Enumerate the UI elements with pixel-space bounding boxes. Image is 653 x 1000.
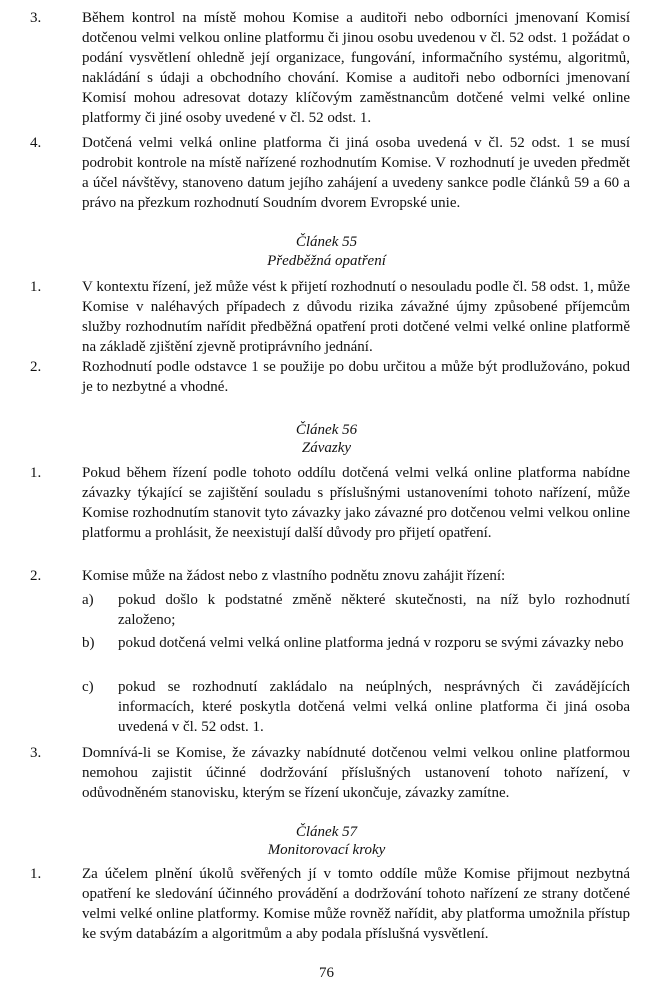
subitem-a: [82, 590, 630, 630]
article-57-paragraph-1: [30, 864, 630, 944]
paragraph-number: 1.: [30, 279, 42, 295]
paragraph-number: 3.: [30, 10, 42, 26]
paragraph-3: [30, 8, 630, 128]
paragraph-text: Za účelem plnění úkolů svěřených jí v tomto oddíle může Komise přijmout nezbytná opatření ke sledování účinného provádění a dodržování tohoto nařízení ze strany dotčené velmi velké online platformy. Komise může rovněž nařídit, aby platforma umožnila přístup ke svým databázím a algoritmům a aby podala příslušná vysvětlení.: [82, 866, 630, 942]
subitem-text: pokud se rozhodnutí zakládalo na neúplných, nesprávných či zavádějících informacích, které poskytla dotčená velmi velká online platforma či jiná osoba uvedená v čl. 52 odst. 1.: [118, 679, 630, 735]
subitem-letter: c): [82, 679, 94, 695]
article-55-title: Článek 55: [295, 234, 358, 250]
article-55-paragraph-2: [30, 357, 630, 397]
article-56-subtitle: Závazky: [301, 440, 352, 456]
article-56-paragraph-1: [30, 463, 630, 543]
paragraph-text: Komise může na žádost nebo z vlastního podnětu znovu zahájit řízení:: [82, 568, 506, 584]
article-56-title: Článek 56: [295, 422, 358, 438]
article-56-paragraph-2: [30, 566, 630, 586]
article-57-title: Článek 57: [295, 824, 358, 840]
article-55-subtitle: Předběžná opatření: [267, 253, 386, 269]
paragraph-number: 2.: [30, 359, 42, 375]
paragraph-text: Dotčená velmi velká online platforma či jiná osoba uvedená v čl. 52 odst. 1 se musí podrobit kontrole na místě nařízené rozhodnutím Komise. V rozhodnutí je uveden předmět a účel návštěvy, stanoveno datum jejího zahájení a uvedeny sankce podle článků 59 a 60 a právo na přezkum rozhodnutí Soudním dvorem Evropské unie.: [82, 135, 630, 211]
subitem-b: [82, 633, 630, 653]
page-number: 76: [319, 965, 334, 981]
paragraph-number: 3.: [30, 745, 42, 761]
paragraph-text: Během kontrol na místě mohou Komise a auditoři nebo odborníci jmenovaní Komisí dotčenou velmi velkou online platformu či jinou osobu uvedenou v čl. 52 odst. 1 požádat o podání vysvětlení ohledně její organizace, fungování, informačního systému, algoritmů, nakládání s údaji a obchodního chování. Komise a auditoři nebo odborníci jmenovaní Komisí mohou adresovat dotazy klíčovým zaměstnancům dotčené velmi velké online platformy či jiné osoby uvedené v čl. 52 odst. 1.: [82, 10, 630, 126]
subitem-text: pokud dotčená velmi velká online platforma jedná v rozporu se svými závazky nebo: [118, 635, 624, 651]
subitem-c: [82, 677, 630, 737]
article-57-subtitle: Monitorovací kroky: [267, 842, 386, 858]
paragraph-text: Rozhodnutí podle odstavce 1 se použije po dobu určitou a může být prodlužováno, pokud je to nezbytné a vhodné.: [82, 359, 630, 395]
paragraph-number: 1.: [30, 465, 42, 481]
subitem-letter: b): [82, 635, 95, 651]
paragraph-number: 1.: [30, 866, 42, 882]
subitem-letter: a): [82, 592, 94, 608]
paragraph-text: V kontextu řízení, jež může vést k přijetí rozhodnutí o nesouladu podle čl. 58 odst. 1, může Komise v naléhavých případech z důvodu rizika závažné újmy způsobené příjemcům služby rozhodnutím nařídit předběžná opatření proti dotčené velmi velké online platformě na základě zjištění zjevně protiprávního jednání.: [82, 279, 630, 355]
paragraph-4: [30, 133, 630, 213]
article-56-paragraph-3: [30, 743, 630, 803]
paragraph-text: Pokud během řízení podle tohoto oddílu dotčená velmi velká online platforma nabídne závazky týkající se zajištění souladu s příslušnými ustanoveními tohoto nařízení, může Komise rozhodnutím stanovit tyto závazky jako závazné pro dotčenou velmi velkou online platformu a prohlásit, že neexistují další důvody pro přijetí opatření.: [82, 465, 630, 541]
subitem-text: pokud došlo k podstatné změně některé skutečnosti, na níž bylo rozhodnutí založeno;: [118, 592, 630, 628]
paragraph-number: 4.: [30, 135, 42, 151]
paragraph-text: Domnívá-li se Komise, že závazky nabídnuté dotčenou velmi velkou online platformou nemohou zajistit účinné dodržování příslušných ustanovení tohoto nařízení, v odůvodněném stanovisku, kterým se řízení ukončuje, závazky zamítne.: [82, 745, 630, 801]
article-55-paragraph-1: [30, 277, 630, 357]
paragraph-number: 2.: [30, 568, 42, 584]
